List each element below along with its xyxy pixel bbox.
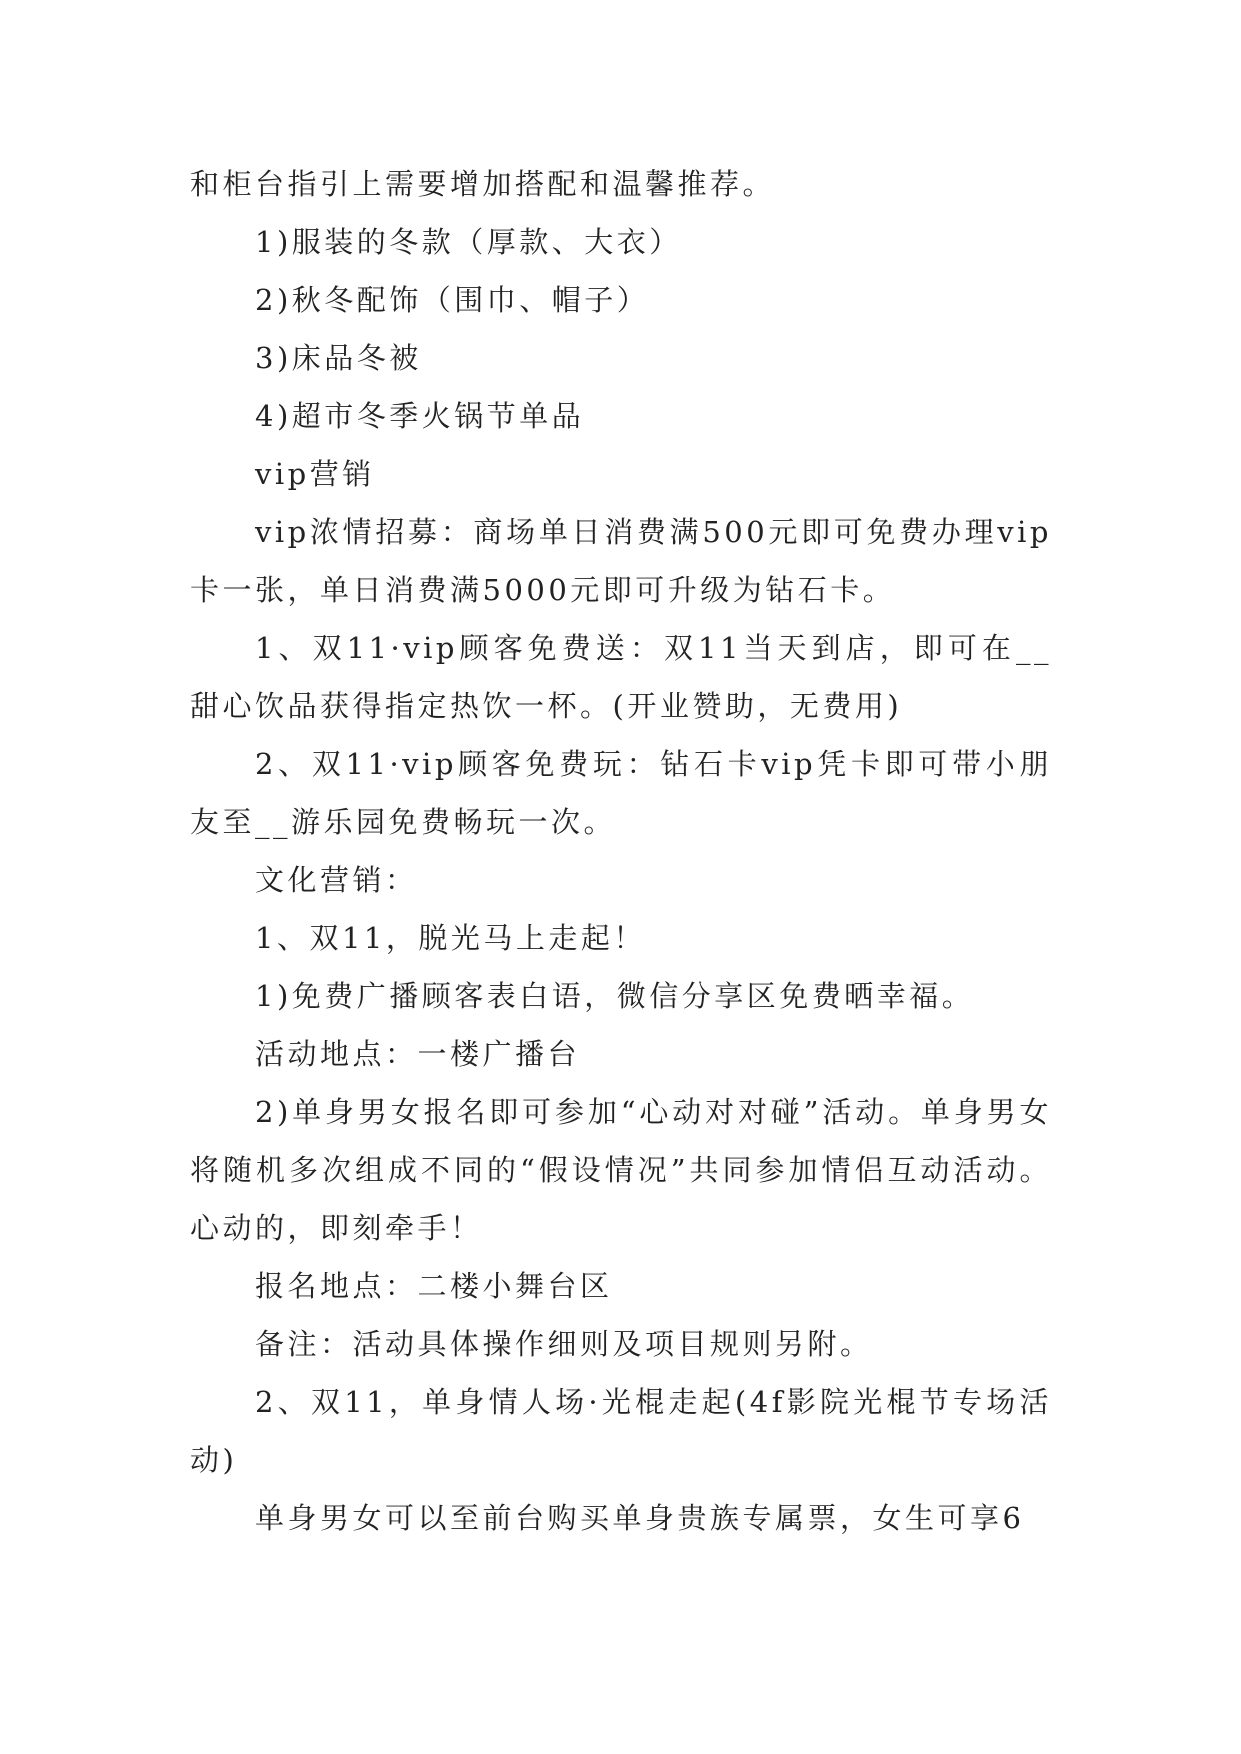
paragraph: 和柜台指引上需要增加搭配和温馨推荐。: [190, 167, 776, 201]
paragraph: 1)免费广播顾客表白语，微信分享区免费晒幸福。: [255, 979, 975, 1013]
paragraph: 2)秋冬配饰（围巾、帽子）: [255, 283, 650, 317]
paragraph: 备注：活动具体操作细则及项目规则另附。: [255, 1327, 873, 1361]
paragraph: 1、双11·vip顾客免费送：双11当天到店，即可在__甜心饮品获得指定热饮一杯。(开业赞助，无费用): [190, 631, 1052, 723]
paragraph: 1、双11，脱光马上走起！: [255, 921, 646, 955]
paragraph: 2)单身男女报名即可参加“心动对对碰”活动。单身男女将随机多次组成不同的“假设情况”共同参加情侣互动活动。心动的，即刻牵手！: [190, 1095, 1052, 1245]
document-body: [190, 155, 1052, 1547]
paragraph: 2、双11·vip顾客免费玩：钻石卡vip凭卡即可带小朋友至__游乐园免费畅玩一次。: [190, 747, 1052, 839]
section-heading: 文化营销：: [255, 863, 418, 897]
paragraph: 1)服装的冬款（厚款、大衣）: [255, 225, 682, 259]
paragraph: 活动地点：一楼广播台: [255, 1037, 581, 1071]
paragraph: 2、双11，单身情人场·光棍走起(4f影院光棍节专场活动): [190, 1385, 1052, 1477]
paragraph: 报名地点：二楼小舞台区: [255, 1269, 613, 1303]
paragraph: vip浓情招募：商场单日消费满500元即可免费办理vip卡一张，单日消费满5000元即可升级为钻石卡。: [190, 515, 1052, 607]
paragraph: 单身男女可以至前台购买单身贵族专属票，女生可享6: [255, 1501, 1025, 1535]
section-heading: vip营销: [255, 457, 375, 491]
paragraph: 3)床品冬被: [255, 341, 422, 375]
paragraph: 4)超市冬季火锅节单品: [255, 399, 585, 433]
